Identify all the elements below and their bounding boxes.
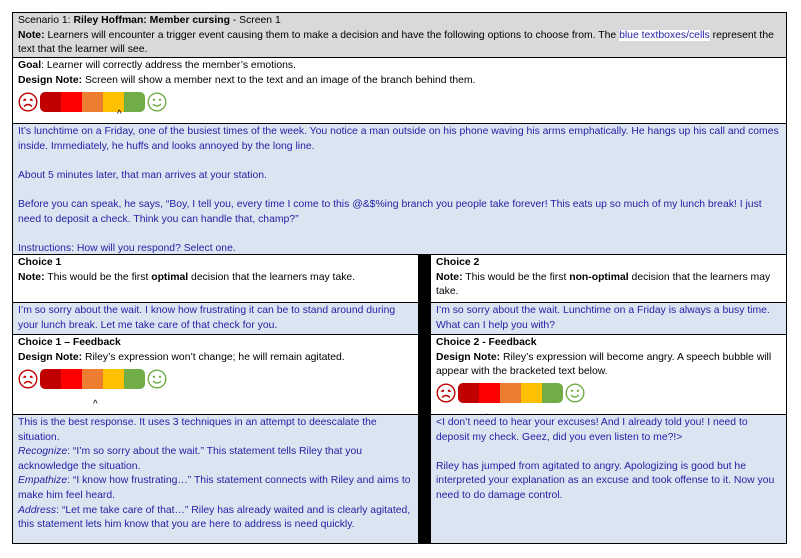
note-text: Learners will encounter a trigger event causing them to make a decision and have the following options to choose from. The	[44, 29, 620, 41]
scenario-name: Riley Hoffman: Member cursing	[73, 15, 230, 26]
goal-label: Goal	[18, 60, 42, 71]
choice-2-note-end: decision that the learners may take.	[436, 271, 771, 298]
choice-1-design-label: Design Note:	[18, 351, 83, 363]
scale-segment	[40, 92, 61, 112]
scale-segment	[40, 369, 61, 389]
scale-segment	[542, 383, 563, 403]
design-note-label: Design Note:	[18, 74, 83, 86]
choice-2-design-text: Riley’s expression will become angry. A speech bubble will appear with the bracketed text below.	[436, 351, 772, 378]
happy-face-icon	[147, 92, 167, 112]
scenario-paragraph: About 5 minutes later, that man arrives at your station.	[18, 169, 267, 181]
choice-1-feedback-title: Choice 1 – Feedback	[18, 337, 121, 348]
note-highlight: blue textboxes/cells	[619, 29, 710, 41]
choice-1-title: Choice 1	[18, 257, 62, 268]
scale-segment	[82, 369, 103, 389]
choice-1-note-bold: optimal	[151, 271, 189, 283]
empathize-text: : “I know how frustrating…” This statement connects with Riley and aims to make him feel heard.	[18, 475, 411, 501]
design-note-text: Screen will show a member next to the text and an image of the branch behind them.	[82, 74, 476, 86]
scale-segment	[500, 383, 521, 403]
scale-segment	[103, 369, 124, 389]
recognize-text: : “I’m so sorry about the wait.” This statement tells Riley that you acknowledge the situation.	[18, 446, 363, 472]
choice-2-note-label: Note:	[436, 271, 463, 283]
choice-1-note-end: decision that the learners may take.	[188, 271, 356, 283]
scale-segment	[521, 383, 542, 403]
choice-2-response-text: I’m so sorry about the wait. Lunchtime on a Friday is always a busy time. What can I help you with?	[436, 305, 770, 331]
empathize-label: Empathize	[18, 475, 68, 487]
note-text-end: represent the text that the learner will see.	[18, 29, 774, 56]
address-text: : “Let me take care of that…” Riley has already waited and is clearly agitated, this statement lets him know that you are here to address is need quickly.	[18, 504, 411, 531]
choice-1-response-text: I’m so sorry about the wait. I know how frustrating it can be to stand around during your lunch break. Let me take care of that check for you.	[18, 305, 396, 331]
choice-2-title: Choice 2	[436, 257, 480, 268]
screen-label: - Screen 1	[229, 15, 281, 26]
choice-2-cell	[430, 254, 787, 303]
scale-segment	[124, 369, 145, 389]
emotion-scale	[18, 367, 413, 391]
choice-1-response[interactable]	[12, 302, 419, 335]
scale-caret: ^	[93, 399, 98, 410]
storyboard-table	[12, 12, 787, 544]
sad-face-icon	[18, 92, 38, 112]
address-label: Address	[18, 504, 57, 516]
scale-segment	[458, 383, 479, 403]
note-label: Note:	[18, 29, 45, 41]
happy-face-icon	[147, 369, 167, 389]
emotion-scale	[436, 381, 781, 405]
happy-face-icon	[565, 383, 585, 403]
emotion-bar	[40, 369, 145, 389]
choice-1-note-label: Note:	[18, 271, 45, 283]
choice-1-note-text: This would be the first	[44, 271, 152, 283]
choice-2-feedback-cell	[430, 334, 787, 415]
choice-2-note-text: This would be the first	[462, 271, 570, 283]
choice-2-feedback-title: Choice 2 - Feedback	[436, 337, 537, 348]
scenario-paragraph: It’s lunchtime on a Friday, one of the busiest times of the week. You notice a man outside on his phone waving his arms emphatically. He hangs up his call and comes inside. Immediately, he huffs and looks annoyed by the long line.	[18, 126, 779, 152]
emotion-scale	[18, 90, 781, 114]
angry-speech-text: <I don’t need to hear your excuses! And I already told you! I need to deposit my check. Geez, did you even listen to me?!>	[436, 417, 748, 443]
goal-cell	[12, 57, 787, 124]
goal-text: : Learner will correctly address the member’s emotions.	[41, 60, 296, 71]
sad-face-icon	[436, 383, 456, 403]
choice-2-feedback-text	[430, 414, 787, 544]
scale-caret: ^	[117, 109, 122, 120]
feedback-intro: This is the best response. It uses 3 techniques in an attempt to deescalate the situation.	[18, 417, 377, 443]
choice-2-design-label: Design Note:	[436, 351, 501, 363]
scenario-prefix: Scenario 1:	[18, 15, 74, 26]
scale-segment	[479, 383, 500, 403]
emotion-bar	[40, 92, 145, 112]
scale-segment	[82, 92, 103, 112]
scale-segment	[124, 92, 145, 112]
choice-1-design-text: Riley’s expression won’t change; he will remain agitated.	[82, 351, 345, 363]
recognize-label: Recognize	[18, 446, 68, 458]
emotion-bar	[458, 383, 563, 403]
scale-segment	[61, 92, 82, 112]
choice-2-note-bold: non-optimal	[569, 271, 629, 283]
scenario-cell	[12, 123, 787, 255]
scale-segment	[61, 369, 82, 389]
header-cell	[12, 12, 787, 58]
choice-1-feedback-text	[12, 414, 419, 544]
choice-1-feedback-cell	[12, 334, 419, 415]
scenario-instructions: Instructions: How will you respond? Select one.	[18, 242, 236, 254]
sad-face-icon	[18, 369, 38, 389]
scenario-paragraph: Before you can speak, he says, “Boy, I tell you, every time I come to this @&$%ing branch you people take forever! This eats up so much of my lunch break! I just need to deposit a check. Think you can handle that, champ?”	[18, 198, 762, 225]
choice-1-cell	[12, 254, 419, 303]
feedback-explanation: Riley has jumped from agitated to angry. Apologizing is good but he interpreted your explanation as an excuse and took offense to it. Now you need to do damage control.	[436, 460, 775, 501]
choice-2-response[interactable]	[430, 302, 787, 335]
